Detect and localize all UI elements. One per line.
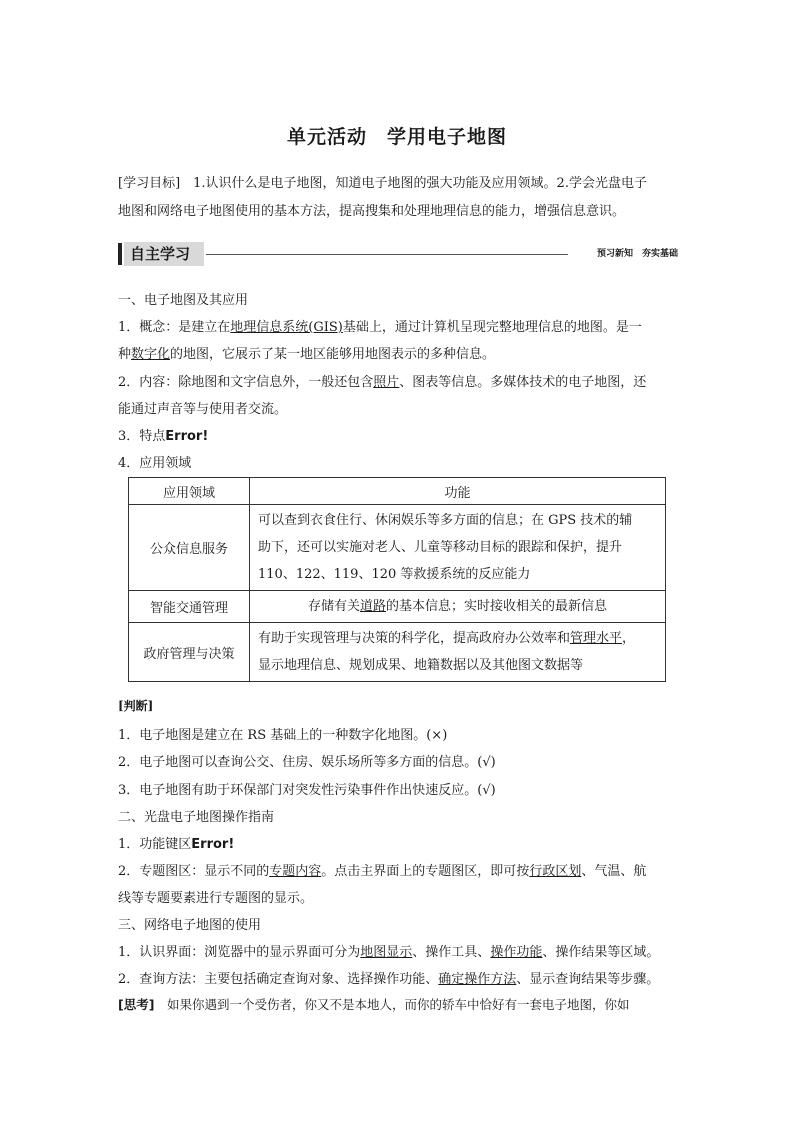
text: 2．查询方法：主要包括确定查询对象、选择操作功能、 xyxy=(118,972,439,987)
underlined-term: 确定操作方法 xyxy=(438,972,517,987)
think-line xyxy=(118,995,680,1013)
objective-line-2: 地图和网络电子地图使用的基本方法，提高搜集和处理地理信息的能力，增强信息意识。 xyxy=(118,204,626,219)
page-title: 单元活动 学用电子地图 xyxy=(286,126,507,148)
section-2-heading: 二、光盘电子地图操作指南 xyxy=(118,810,275,825)
text: 。点击主界面上的专题图区，即可按 xyxy=(321,864,530,879)
text: 110、122、119、120 等救援系统的反应能力 xyxy=(258,567,531,582)
text: 2．专题图区：显示不同的 xyxy=(118,864,270,879)
table-cell-category: 智能交通管理 xyxy=(129,591,250,623)
text: 存储有关 xyxy=(307,599,360,614)
section-header-self-study xyxy=(118,242,678,266)
table-cell-function xyxy=(250,591,666,623)
judge-item: 1．电子地图是建立在 RS 基础上的一种数字化地图。(×) xyxy=(118,728,448,743)
text: 助下，还可以实施对老人、儿童等移动目标的跟踪和保护，提升 xyxy=(258,540,623,555)
underlined-term: 数字化 xyxy=(131,347,171,362)
thematic-line-1 xyxy=(118,860,680,879)
objective-line-1: [学习目标] 1.认识什么是电子地图，知道电子地图的强大功能及应用领域。2.学会光盘电子 xyxy=(118,176,647,191)
error-text: Error! xyxy=(165,429,209,444)
text: 3．特点 xyxy=(118,429,166,444)
text: 1．概念：是建立在 xyxy=(118,320,231,335)
table-header-row xyxy=(129,478,666,505)
section-1-heading: 一、电子地图及其应用 xyxy=(118,293,249,308)
table-row xyxy=(129,623,666,682)
section-divider xyxy=(206,254,568,255)
table-cell-category: 政府管理与决策 xyxy=(129,623,250,682)
text: 的基本信息；实时接收相关的最新信息 xyxy=(386,599,608,614)
features-line xyxy=(118,425,680,444)
table-cell-function xyxy=(250,623,666,682)
underlined-term: 地理信息系统(GIS) xyxy=(230,320,343,335)
application-heading: 4．应用领域 xyxy=(118,456,192,471)
concept-line-2 xyxy=(118,343,680,362)
underlined-term: 操作功能 xyxy=(490,945,543,960)
error-text: Error! xyxy=(191,837,235,852)
concept-line-1 xyxy=(118,316,680,335)
application-table xyxy=(128,477,666,682)
judge-heading: [判断] xyxy=(118,699,154,713)
text: 、气温、航 xyxy=(581,864,647,879)
table-header: 功能 xyxy=(250,478,666,505)
text: 1．功能键区 xyxy=(118,837,192,852)
text: 1．认识界面：浏览器中的显示界面可分为 xyxy=(118,945,361,960)
text: 、显示查询结果等步骤。 xyxy=(516,972,660,987)
section-3-heading: 三、网络电子地图的使用 xyxy=(118,918,262,933)
learning-objective xyxy=(118,170,678,226)
text: 、操作工具、 xyxy=(412,945,491,960)
text: 显示地理信息、规划成果、地籍数据以及其他图文数据等 xyxy=(258,658,584,673)
underlined-term: 行政区划 xyxy=(529,864,582,879)
text: 、图表等信息。多媒体技术的电子地图，还 xyxy=(399,375,647,390)
judge-item: 3．电子地图有助于环保部门对突发性污染事件作出快速反应。(√) xyxy=(118,783,496,798)
content-line-2: 能通过声音等与使用者交流。 xyxy=(118,402,288,417)
section-marker xyxy=(118,243,122,265)
function-keys-line xyxy=(118,833,680,852)
table-header: 应用领域 xyxy=(129,478,250,505)
section-subtitle: 预习新知 夯实基础 xyxy=(596,249,678,259)
underlined-term: 管理水平 xyxy=(570,631,623,646)
underlined-term: 地图显示 xyxy=(360,945,413,960)
text: ， xyxy=(622,631,636,646)
text: 有助于实现管理与决策的科学化，提高政府办公效率和 xyxy=(258,631,571,646)
interface-line xyxy=(118,941,680,960)
text: 的地图，它展示了某一地区能够用地图表示的多种信息。 xyxy=(170,347,496,362)
content-line-1 xyxy=(118,371,680,390)
text: 可以查到衣食住行、休闲娱乐等多方面的信息；在 GPS 技术的辅 xyxy=(258,513,633,528)
text: 种 xyxy=(118,347,132,362)
query-line xyxy=(118,968,680,987)
underlined-term: 专题内容 xyxy=(269,864,322,879)
table-cell-category: 公众信息服务 xyxy=(129,505,250,591)
text: 如果你遇到一个受伤者，你又不是本地人，而你的轿车中恰好有一套电子地图，你如 xyxy=(154,997,630,1012)
text: 、操作结果等区域。 xyxy=(542,945,660,960)
judge-item: 2．电子地图可以查询公交、住房、娱乐场所等多方面的信息。(√) xyxy=(118,755,496,770)
table-row xyxy=(129,591,666,623)
table-cell-function xyxy=(250,505,666,591)
section-label: 自主学习 xyxy=(124,242,204,266)
thematic-line-2: 线等专题要素进行专题图的显示。 xyxy=(118,891,314,906)
table-row xyxy=(129,505,666,591)
think-label: [思考] xyxy=(118,997,155,1012)
underlined-term: 照片 xyxy=(373,375,400,390)
text: 2．内容：除地图和文字信息外，一般还包含 xyxy=(118,375,374,390)
text: 基础上，通过计算机呈现完整地理信息的地图。是一 xyxy=(342,320,642,335)
underlined-term: 道路 xyxy=(359,599,386,614)
